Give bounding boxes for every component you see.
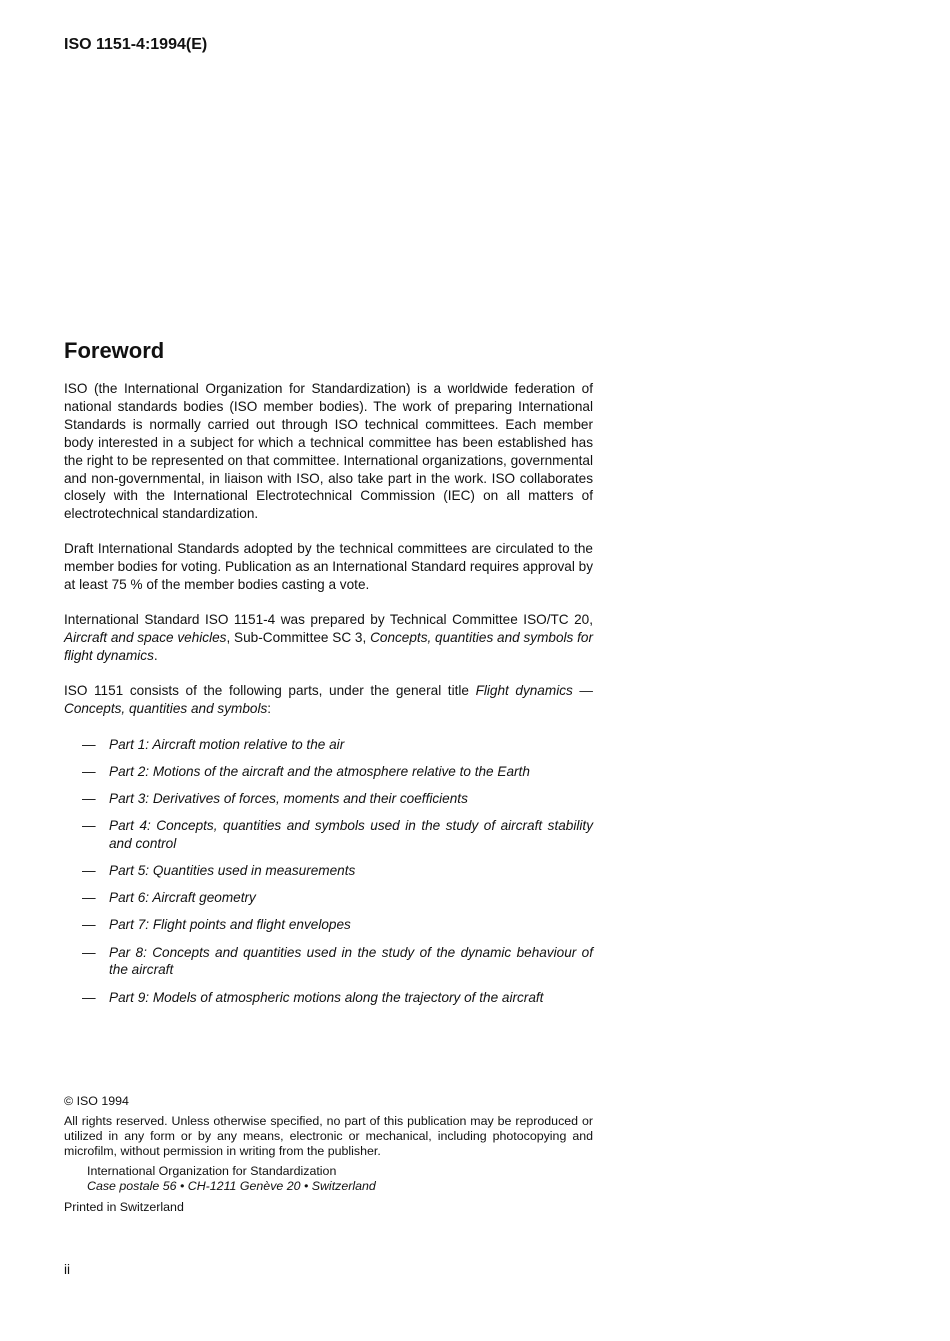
- copyright-line: © ISO 1994: [64, 1094, 129, 1108]
- paragraph-iso-intro: ISO (the International Organization for Standardization) is a worldwide federation of national standards bodies (ISO member bodies). The work of preparing International Standards is normally carried out through ISO technical committees. Each member body interested in a subject for which a technical committee has been established has the right to be represented on that committee. International organizations, governmental and non-governmental, in liaison with ISO, also take part in the work. ISO collaborates closely with the International Electrotechnical Commission (IEC) on all matters of electrotechnical standardization.: [64, 381, 593, 522]
- list-item: [64, 817, 593, 853]
- list-item: [64, 916, 593, 934]
- paragraph-draft-standards: Draft International Standards adopted by the technical committees are circulated to the member bodies for voting. Publication as an International Standard requires approval by at least 75 % of the member bodies casting a vote.: [64, 541, 593, 592]
- printed-in: Printed in Switzerland: [64, 1200, 184, 1214]
- rights-statement: All rights reserved. Unless otherwise specified, no part of this publication may be reproduced or utilized in any form or by any means, electronic or mechanical, including photocopying and microfilm, without permission in writing from the publisher.: [64, 1114, 593, 1158]
- organization-name: International Organization for Standardization: [87, 1164, 337, 1178]
- part-title: Part 3: Derivatives of forces, moments and their coefficients: [109, 791, 468, 807]
- organization-address: Case postale 56 • CH-1211 Genève 20 • Switzerland: [87, 1179, 376, 1193]
- list-dash: —: [82, 791, 96, 807]
- text: :: [267, 700, 272, 716]
- text: , Sub-Committee SC 3,: [226, 629, 371, 645]
- subcommittee-name: Concepts, quantities and symbols for flight dynamics: [64, 629, 593, 663]
- list-dash: —: [82, 989, 96, 1005]
- list-item: [64, 989, 593, 1007]
- list-dash: —: [82, 944, 96, 960]
- copyright-footer: [64, 1094, 593, 1215]
- list-dash: —: [82, 764, 96, 780]
- paragraph-parts-intro: [64, 682, 593, 718]
- list-item: [64, 763, 593, 781]
- page-title: Foreword: [64, 338, 165, 363]
- committee-name: Aircraft and space vehicles: [64, 629, 227, 645]
- list-dash: —: [82, 737, 96, 752]
- list-item: [64, 889, 593, 907]
- list-dash: —: [82, 863, 96, 879]
- part-title: Part 5: Quantities used in measurements: [109, 863, 356, 879]
- parts-list: [64, 736, 593, 1016]
- part-title: Part 6: Aircraft geometry: [109, 890, 256, 906]
- part-title: Part 9: Models of atmospheric motions along the trajectory of the aircraft: [109, 989, 544, 1005]
- part-title: Part 7: Flight points and flight envelopes: [109, 917, 351, 933]
- page-number: ii: [64, 1262, 71, 1277]
- paragraph-preparation: [64, 611, 593, 665]
- part-title: Part 4: Concepts, quantities and symbols used in the study of aircraft stability and control: [109, 818, 593, 852]
- text: International Standard ISO 1151-4 was prepared by Technical Committee ISO/TC 20,: [64, 612, 593, 627]
- text: .: [153, 647, 158, 663]
- general-title: Flight dynamics — Concepts, quantities and symbols: [64, 683, 593, 716]
- part-title: Par 8: Concepts and quantities used in the study of the dynamic behaviour of the aircraft: [109, 944, 593, 978]
- document-id: ISO 1151-4:1994(E): [64, 36, 208, 53]
- list-item: [64, 736, 593, 754]
- list-dash: —: [82, 818, 96, 834]
- part-title: Part 1: Aircraft motion relative to the air: [109, 737, 345, 752]
- list-dash: —: [82, 890, 96, 906]
- text: ISO 1151 consists of the following parts, under the general title: [64, 683, 476, 698]
- list-item: [64, 862, 593, 880]
- list-item: [64, 944, 593, 980]
- list-dash: —: [82, 917, 96, 933]
- part-title: Part 2: Motions of the aircraft and the atmosphere relative to the Earth: [109, 764, 530, 780]
- list-item: [64, 790, 593, 808]
